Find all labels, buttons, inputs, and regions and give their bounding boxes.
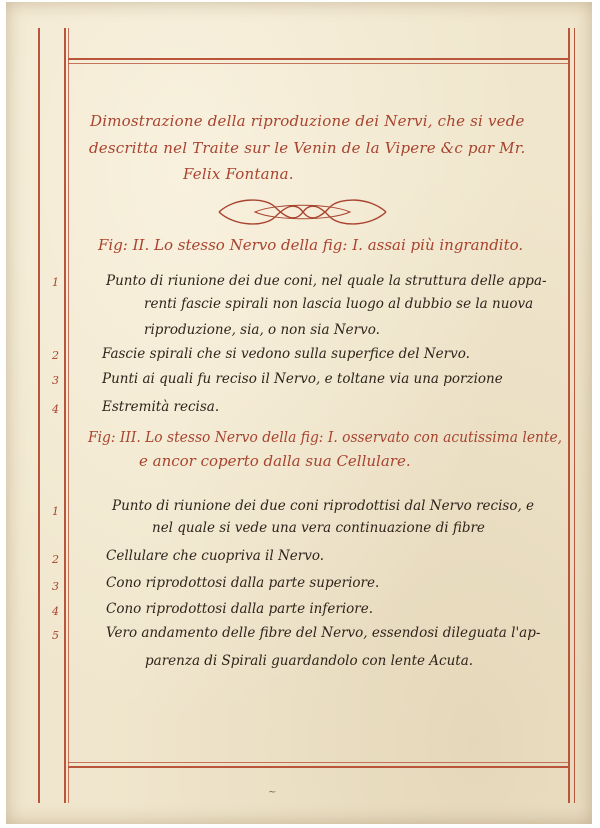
decorative-flourish xyxy=(215,195,390,229)
frame-left-inner2 xyxy=(68,28,69,803)
frame-left-outer xyxy=(38,28,40,803)
fig3-heading-line-1: Fig: III. Lo stesso Nervo della fig: I. osservato con acutissima lente, xyxy=(88,428,563,446)
fig2-item-3-number: 3 xyxy=(52,374,59,387)
fig3-item-1-number: 1 xyxy=(52,505,59,518)
frame-top-rule xyxy=(68,58,568,60)
fig2-item-1-line-1: Punto di riunione dei due coni, nel quale la struttura delle appa- xyxy=(106,273,547,289)
fig3-heading-line-2: e ancor coperto dalla sua Cellulare. xyxy=(139,452,411,470)
fig3-item-5-line-1: Vero andamento delle fibre del Nervo, essendosi dileguata l'ap- xyxy=(106,625,541,641)
frame-right-inner xyxy=(568,28,570,803)
fig3-item-1-line-2: nel quale si vede una vera continuazione di fibre xyxy=(152,520,485,536)
fig3-item-1-line-1: Punto di riunione dei due coni riprodottisi dal Nervo reciso, e xyxy=(112,498,535,514)
title-line-3: Felix Fontana. xyxy=(183,165,294,183)
fig3-item-5-line-2: parenza di Spirali guardandolo con lente Acuta. xyxy=(145,653,474,669)
fig2-item-4-line-1: Estremità recisa. xyxy=(102,399,220,415)
fig2-item-3-line-1: Punti ai quali fu reciso il Nervo, e toltane via una porzione xyxy=(102,371,503,387)
fig2-heading: Fig: II. Lo stesso Nervo della fig: I. assai più ingrandito. xyxy=(98,236,524,254)
fig3-item-2-number: 2 xyxy=(52,553,59,566)
fig3-item-4-line-1: Cono riprodottosi dalla parte inferiore. xyxy=(106,601,373,617)
fig3-item-4-number: 4 xyxy=(52,605,59,618)
fig3-item-3-number: 3 xyxy=(52,580,59,593)
frame-right-outer xyxy=(574,28,575,803)
frame-bottom-rule2 xyxy=(68,766,568,768)
frame-left-inner xyxy=(64,28,66,803)
title-line-1: Dimostrazione della riproduzione dei Nervi, che si vede xyxy=(90,112,525,130)
footer-mark: ~ xyxy=(268,787,277,798)
fig2-item-1-line-3: riproduzione, sia, o non sia Nervo. xyxy=(144,322,380,338)
frame-bottom-rule xyxy=(68,762,568,763)
fig2-item-4-number: 4 xyxy=(52,403,59,416)
fig2-item-1-line-2: renti fascie spirali non lascia luogo al dubbio se la nuova xyxy=(144,296,534,312)
frame-top-rule2 xyxy=(68,63,568,64)
fig3-item-3-line-1: Cono riprodottosi dalla parte superiore. xyxy=(106,575,380,591)
fig2-item-2-line-1: Fascie spirali che si vedono sulla superfice del Nervo. xyxy=(102,346,470,362)
fig3-item-2-line-1: Cellulare che cuopriva il Nervo. xyxy=(106,548,325,564)
fig2-item-2-number: 2 xyxy=(52,349,59,362)
fig2-item-1-number: 1 xyxy=(52,276,59,289)
title-line-2: descritta nel Traite sur le Venin de la Vipere &c par Mr. xyxy=(89,139,526,157)
fig3-item-5-number: 5 xyxy=(52,629,59,642)
